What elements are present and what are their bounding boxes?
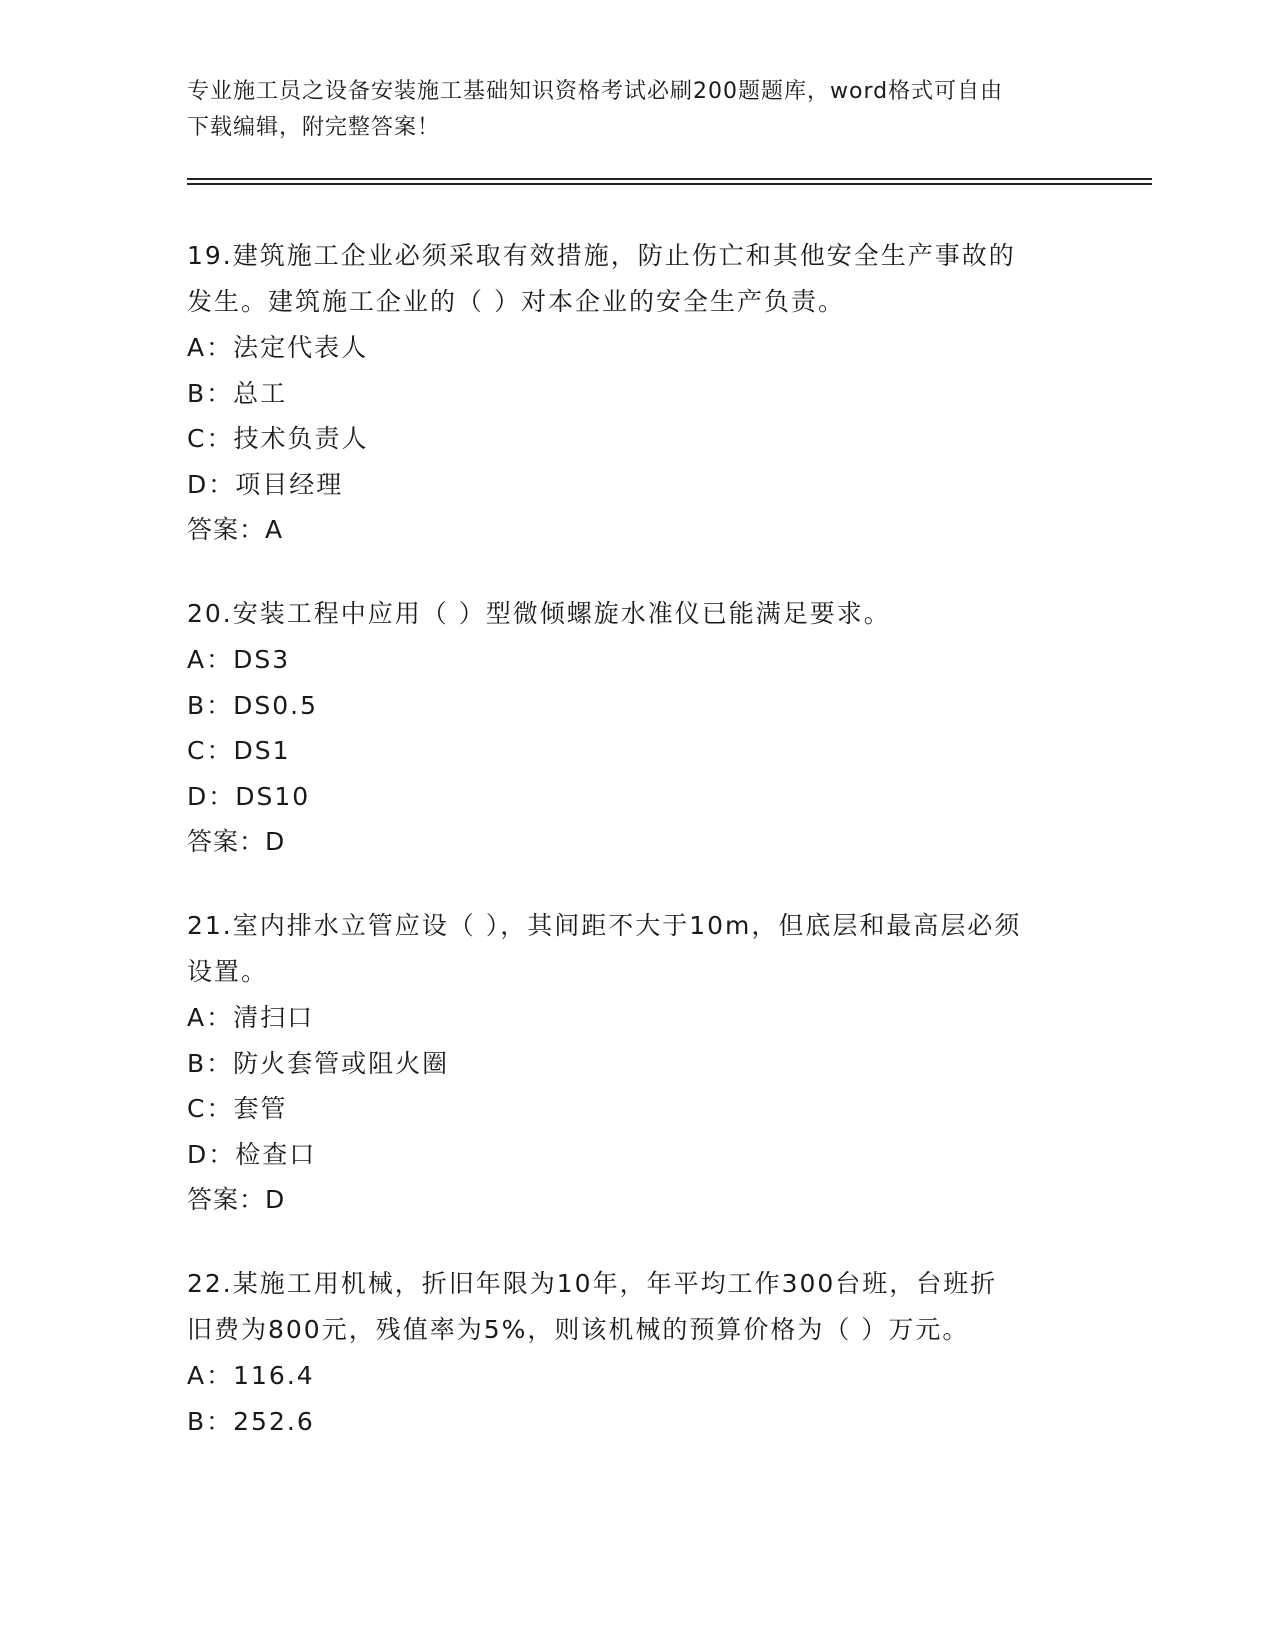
option-a: A：法定代表人 bbox=[187, 333, 369, 362]
option-a: A：116.4 bbox=[187, 1361, 315, 1390]
question-stem-continued: 发生。建筑施工企业的（ ）对本企业的安全生产负责。 bbox=[187, 287, 845, 316]
header-divider-bottom bbox=[187, 183, 1152, 185]
header-divider-top bbox=[187, 178, 1152, 180]
option-b: B：DS0.5 bbox=[187, 690, 319, 720]
question-stem-continued: 旧费为800元，残值率为5%，则该机械的预算价格为（ ）万元。 bbox=[187, 1315, 970, 1344]
question-22 bbox=[187, 1261, 1087, 1444]
question-20 bbox=[187, 591, 1087, 865]
option-d: D：DS10 bbox=[187, 781, 311, 811]
option-a: A：DS3 bbox=[187, 645, 291, 674]
question-stem-continued: 设置。 bbox=[187, 957, 269, 986]
answer-label: 答案：D bbox=[187, 1185, 286, 1214]
answer-label: 答案：A bbox=[187, 515, 284, 544]
option-b: B：防火套管或阻火圈 bbox=[187, 1048, 450, 1078]
document-header bbox=[187, 74, 1067, 146]
option-c: C：技术负责人 bbox=[187, 424, 369, 453]
question-19 bbox=[187, 233, 1087, 553]
option-d: D：项目经理 bbox=[187, 469, 344, 499]
answer-label: 答案：D bbox=[187, 827, 286, 856]
option-b: B：总工 bbox=[187, 378, 288, 408]
option-d: D：检查口 bbox=[187, 1139, 317, 1169]
header-line-1: 专业施工员之设备安装施工基础知识资格考试必刷200题题库，word格式可自由 bbox=[187, 79, 1004, 104]
question-stem: 21.室内排水立管应设（ ），其间距不大于10m，但底层和最高层必须 bbox=[187, 911, 1022, 940]
option-c: C：DS1 bbox=[187, 736, 291, 765]
option-c: C：套管 bbox=[187, 1094, 288, 1123]
option-a: A：清扫口 bbox=[187, 1003, 315, 1032]
question-list bbox=[187, 233, 1087, 1482]
option-b: B：252.6 bbox=[187, 1406, 315, 1436]
question-stem: 22.某施工用机械，折旧年限为10年，年平均工作300台班，台班折 bbox=[187, 1269, 998, 1298]
header-line-2: 下载编辑，附完整答案！ bbox=[187, 115, 441, 140]
question-21 bbox=[187, 903, 1087, 1223]
question-stem: 19.建筑施工企业必须采取有效措施，防止伤亡和其他安全生产事故的 bbox=[187, 241, 1016, 270]
question-stem: 20.安装工程中应用（ ）型微倾螺旋水准仪已能满足要求。 bbox=[187, 599, 891, 628]
